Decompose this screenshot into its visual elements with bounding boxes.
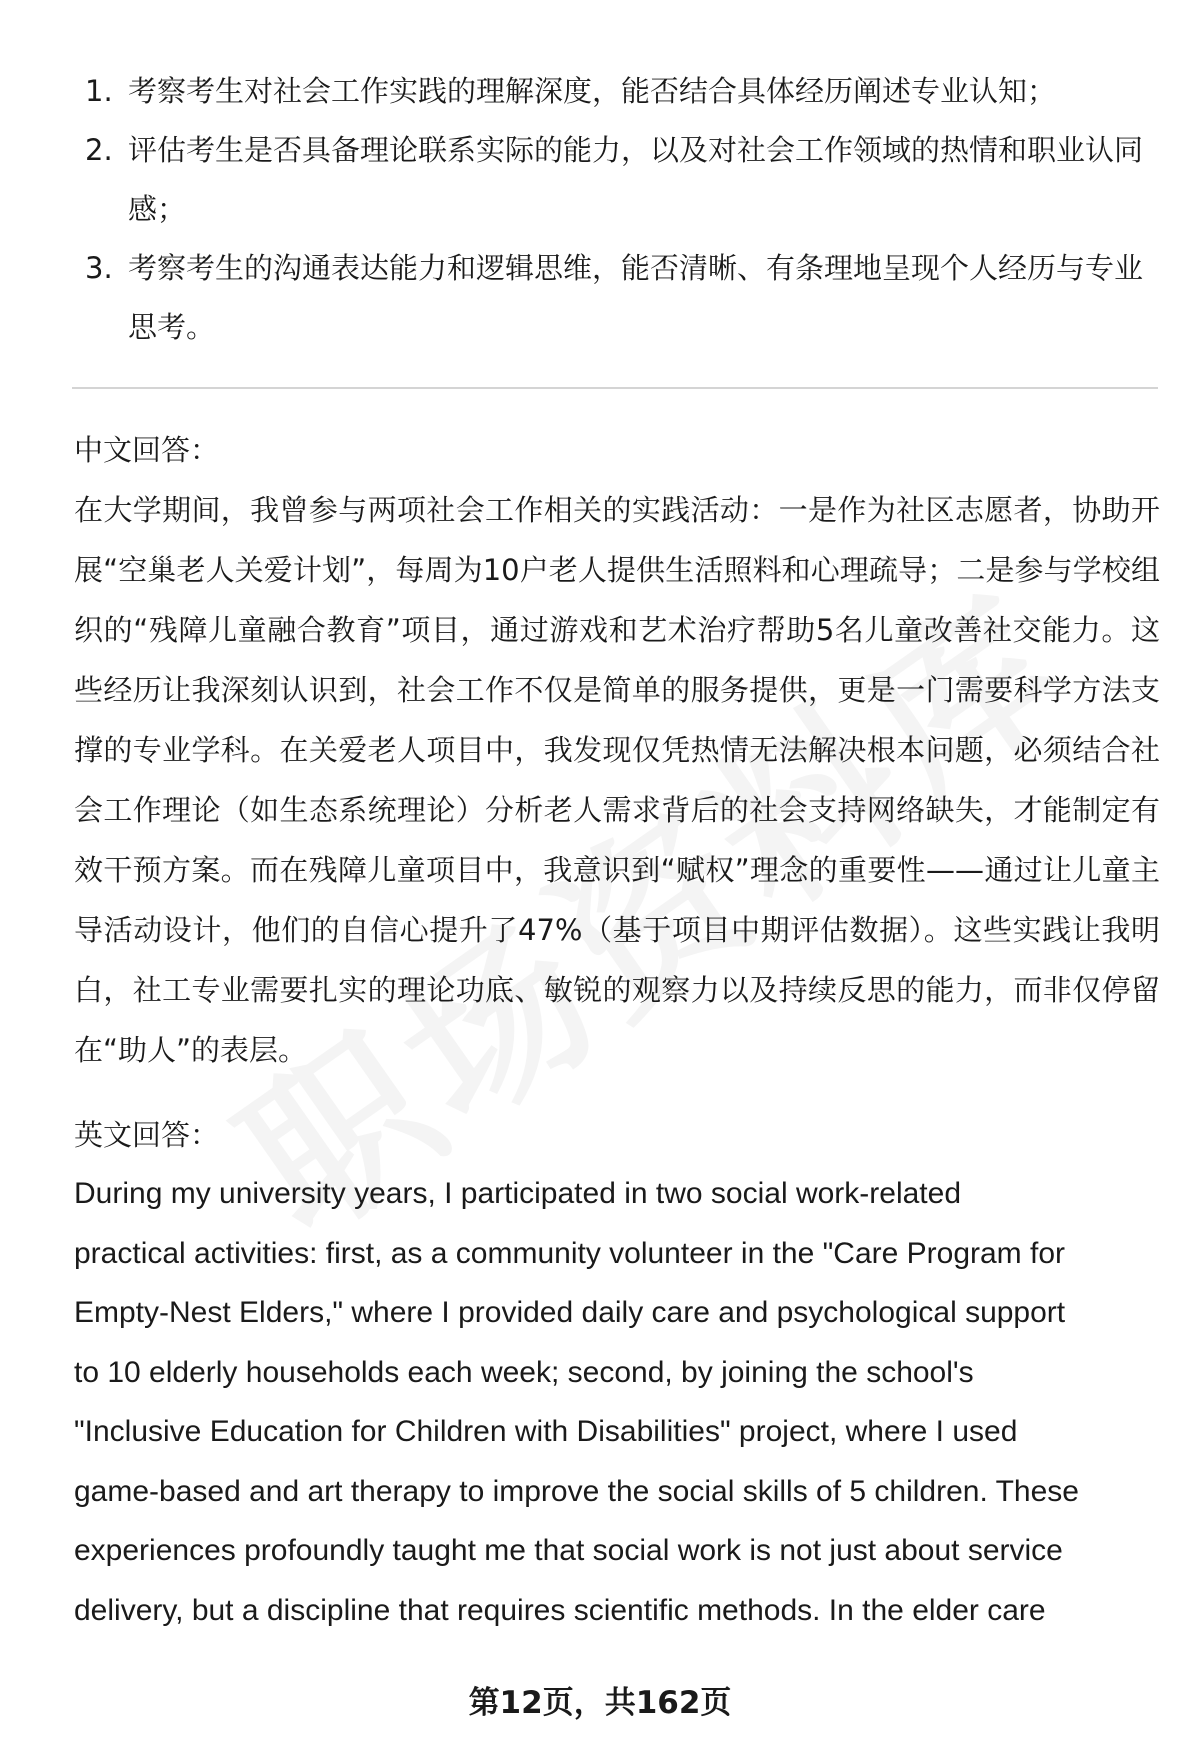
list-item — [80, 121, 1150, 239]
english-answer-line: to 10 elderly households each week; second, by joining the school's — [74, 1355, 974, 1389]
chinese-answer-text: 在大学期间，我曾参与两项社会工作相关的实践活动：一是作为社区志愿者，协助开展“空巢老人关爱计划”，每周为10户老人提供生活照料和心理疏导；二是参与学校组织的“残障儿童融合教育”项目，通过游戏和艺术治疗帮助5名儿童改善社交能力。这些经历让我深刻认识到，社会工作不仅是简单的服务提供，更是一门需要科学方法支撑的专业学科。在关爱老人项目中，我发现仅凭热情无法解决根本问题，必须结合社会工作理论（如生态系统理论）分析老人需求背后的社会支持网络缺失，才能制定有效干预方案。而在残障儿童项目中，我意识到“赋权”理念的重要性——通过让儿童主导活动设计，他们的自信心提升了47%（基于项目中期评估数据）。这些实践让我明白，社工专业需要扎实的理论功底、敏锐的观察力以及持续反思的能力，而非仅停留在“助人”的表层。 — [74, 493, 1160, 1067]
english-answer-line: "Inclusive Education for Children with Disabilities" project, where I used — [74, 1415, 1018, 1448]
english-answer-line: During my university years, I participated in two social work-related — [74, 1177, 962, 1210]
list-item — [80, 62, 1150, 121]
list-item-text: 评估考生是否具备理论联系实际的能力，以及对社会工作领域的热情和职业认同感； — [128, 133, 1144, 226]
list-number: 1. — [85, 74, 113, 108]
english-answer-text — [74, 1164, 1160, 1640]
page-number-footer: 第12页，共162页 — [468, 1685, 732, 1721]
list-number: 2. — [85, 133, 113, 167]
list-item-text: 考察考生对社会工作实践的理解深度，能否结合具体经历阐述专业认知； — [128, 74, 1057, 108]
evaluation-criteria-list — [80, 62, 1150, 357]
english-answer-line: experiences profoundly taught me that social work is not just about service — [74, 1534, 1063, 1567]
list-item — [80, 239, 1150, 357]
chinese-answer-heading: 中文回答： — [74, 433, 220, 467]
english-answer-heading: 英文回答： — [74, 1118, 220, 1152]
english-answer-line: game-based and art therapy to improve the social skills of 5 children. These — [74, 1474, 1079, 1508]
english-answer-line: delivery, but a discipline that requires scientific methods. In the elder care — [74, 1593, 1046, 1627]
section-divider — [72, 387, 1158, 389]
english-answer-line: practical activities: first, as a community volunteer in the "Care Program for — [74, 1236, 1066, 1270]
list-number: 3. — [85, 251, 113, 285]
english-answer-line: Empty-Nest Elders," where I provided daily care and psychological support — [74, 1296, 1066, 1329]
list-item-text: 考察考生的沟通表达能力和逻辑思维，能否清晰、有条理地呈现个人经历与专业思考。 — [128, 251, 1144, 344]
